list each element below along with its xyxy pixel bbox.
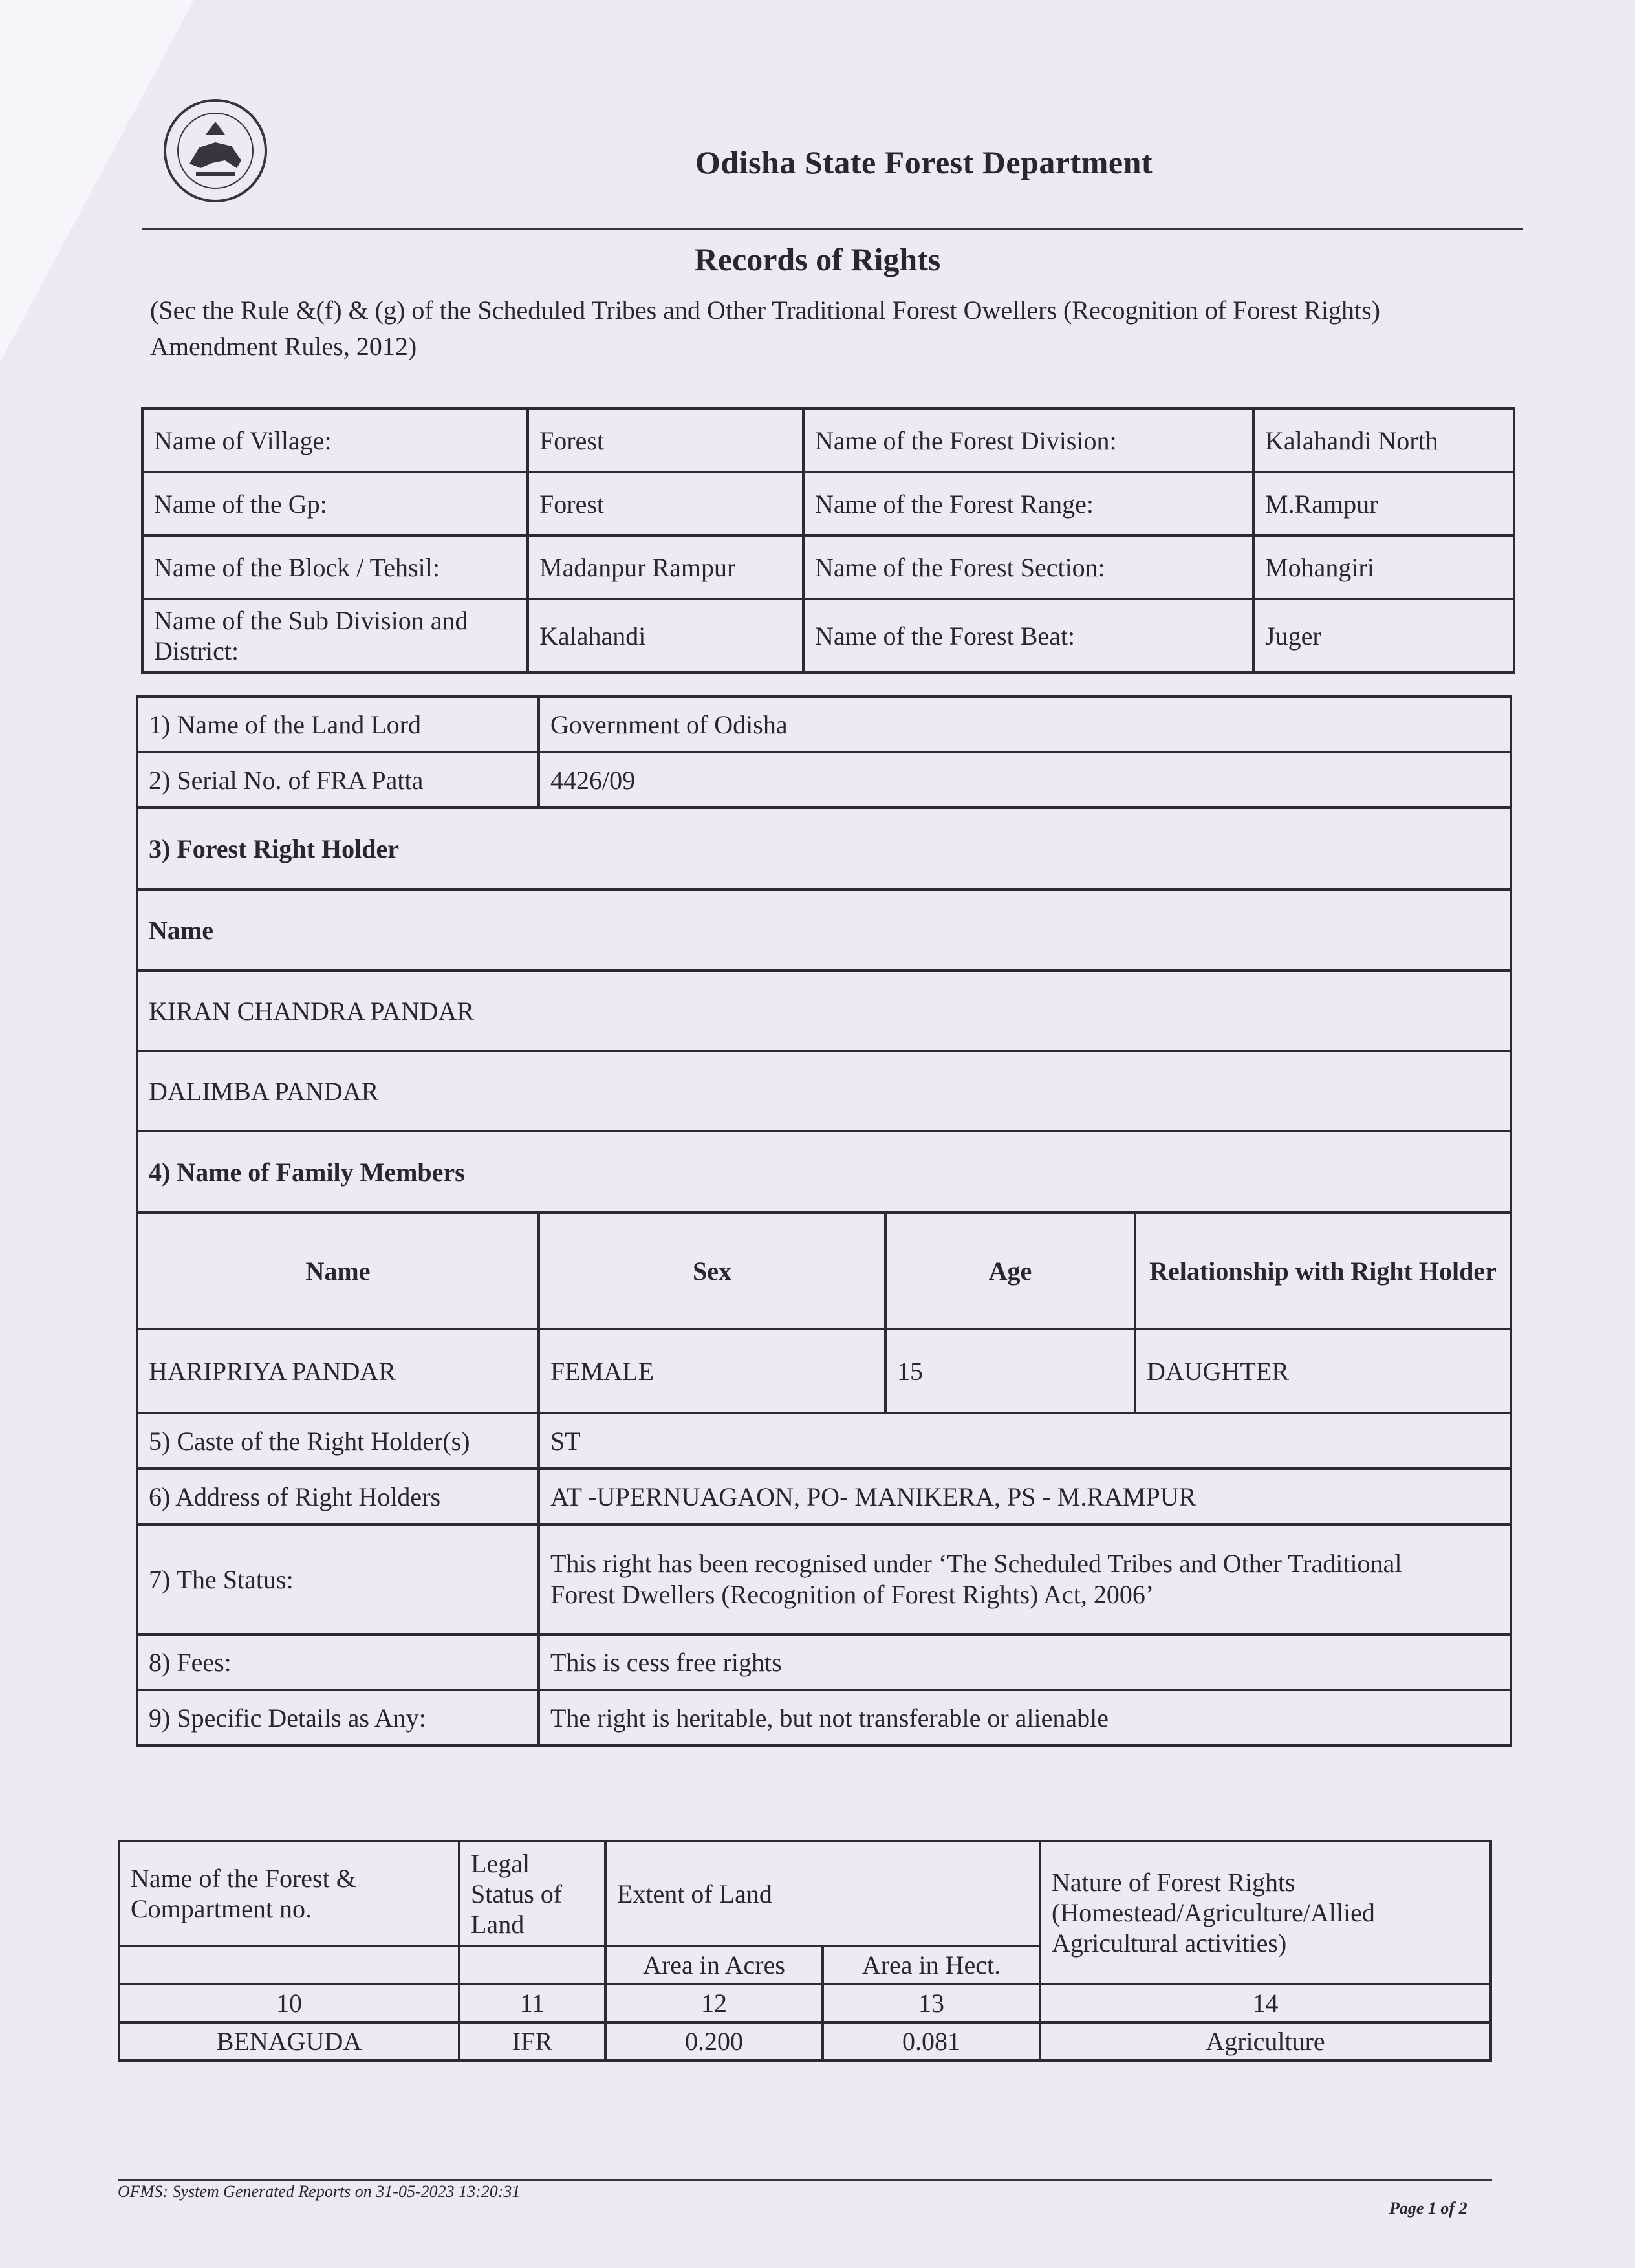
location-table [141,407,1515,674]
nature-of-rights: Agriculture [1040,2022,1491,2060]
area-acres: 0.200 [605,2022,823,2060]
page-number: Page 1 of 2 [1389,2199,1467,2218]
table-row [137,1690,1511,1745]
details-value: The right is heritable, but not transferable or alienable [539,1690,1511,1745]
record-table [136,695,1512,1747]
member-sex: FEMALE [539,1329,885,1413]
col-forest-compartment: Name of the Forest & Compartment no. [119,1841,459,1946]
holder-name: KIRAN CHANDRA PANDAR [137,971,1511,1051]
col-extent-of-land: Extent of Land [605,1841,1040,1946]
family-col-age: Age [885,1213,1135,1329]
document-title: Records of Rights [694,241,941,277]
table-row [137,697,1511,752]
landlord-label: 1) Name of the Land Lord [137,697,539,752]
odisha-seal-icon [160,96,270,206]
forest-name: BENAGUDA [119,2022,459,2060]
col-number: 13 [823,1984,1040,2022]
family-member-row [137,1329,1511,1413]
table-row [137,808,1511,889]
section-value: Mohangiri [1253,535,1514,599]
block-value: Madanpur Rampur [528,535,803,599]
table-row [142,409,1514,472]
member-name: HARIPRIYA PANDAR [137,1329,539,1413]
table-row [119,2022,1491,2060]
fees-label: 8) Fees: [137,1634,539,1690]
blank-cell [459,1946,605,1984]
status-line: Forest Dwellers (Recognition of Forest Rights) Act, 2006’ [550,1580,1154,1609]
blank-cell [119,1946,459,1984]
table-row [137,1469,1511,1524]
footer-divider [118,2179,1492,2181]
department-title: Odisha State Forest Department [695,144,1153,180]
serial-label: 2) Serial No. of FRA Patta [137,752,539,808]
header-divider [142,228,1523,230]
range-label: Name of the Forest Range: [803,472,1253,535]
table-row [137,752,1511,808]
gp-value: Forest [528,472,803,535]
table-row [142,472,1514,535]
beat-label: Name of the Forest Beat: [803,599,1253,673]
table-row [137,1051,1511,1131]
details-label: 9) Specific Details as Any: [137,1690,539,1745]
serial-value: 4426/09 [539,752,1511,808]
table-row [137,1524,1511,1634]
legal-status: IFR [459,2022,605,2060]
status-label: 7) The Status: [137,1524,539,1634]
table-row [137,1131,1511,1213]
gp-label: Name of the Gp: [142,472,528,535]
table-row [142,599,1514,673]
member-age: 15 [885,1329,1135,1413]
document-subtitle: (Sec the Rule &(f) & (g) of the Scheduled Tribes and Other Traditional Forest Owellers (Recognition of Forest Rights) Amendment Rules, 2012) [150,296,1380,361]
address-value: AT -UPERNUAGAON, PO- MANIKERA, PS - M.RAMPUR [539,1469,1511,1524]
village-value: Forest [528,409,803,472]
fees-value: This is cess free rights [539,1634,1511,1690]
beat-value: Juger [1253,599,1514,673]
village-label: Name of Village: [142,409,528,472]
block-label: Name of the Block / Tehsil: [142,535,528,599]
col-area-acres: Area in Acres [605,1946,823,1984]
subdivision-label: Name of the Sub Division and District: [142,599,528,673]
division-value: Kalahandi North [1253,409,1514,472]
subdivision-value: Kalahandi [528,599,803,673]
table-row [119,1841,1491,1946]
family-col-sex: Sex [539,1213,885,1329]
area-hect: 0.081 [823,2022,1040,2060]
col-number: 12 [605,1984,823,2022]
address-label: 6) Address of Right Holders [137,1469,539,1524]
table-row [137,1634,1511,1690]
status-value [539,1524,1511,1634]
holder-name: DALIMBA PANDAR [137,1051,1511,1131]
range-value: M.Rampur [1253,472,1514,535]
col-number: 14 [1040,1984,1491,2022]
family-header-row [137,1213,1511,1329]
landlord-value: Government of Odisha [539,697,1511,752]
table-row [119,1984,1491,2022]
table-row [137,971,1511,1051]
family-heading: 4) Name of Family Members [137,1131,1511,1213]
status-line: This right has been recognised under ‘The Scheduled Tribes and Other Traditional [550,1549,1402,1578]
col-nature-of-rights: Nature of Forest Rights (Homestead/Agriculture/Allied Agricultural activities) [1040,1841,1491,1984]
family-col-relationship: Relationship with Right Holder [1135,1213,1511,1329]
caste-value: ST [539,1413,1511,1469]
generated-timestamp: OFMS: System Generated Reports on 31-05-2023 13:20:31 [118,2182,521,2201]
name-heading: Name [137,889,1511,971]
division-label: Name of the Forest Division: [803,409,1253,472]
table-row [137,889,1511,971]
section-label: Name of the Forest Section: [803,535,1253,599]
land-table [118,1840,1492,2062]
col-legal-status: Legal Status of Land [459,1841,605,1946]
caste-label: 5) Caste of the Right Holder(s) [137,1413,539,1469]
col-number: 11 [459,1984,605,2022]
family-col-name: Name [137,1213,539,1329]
member-relationship: DAUGHTER [1135,1329,1511,1413]
col-number: 10 [119,1984,459,2022]
holder-heading: 3) Forest Right Holder [137,808,1511,889]
table-row [142,535,1514,599]
table-row [137,1413,1511,1469]
col-area-hect: Area in Hect. [823,1946,1040,1984]
